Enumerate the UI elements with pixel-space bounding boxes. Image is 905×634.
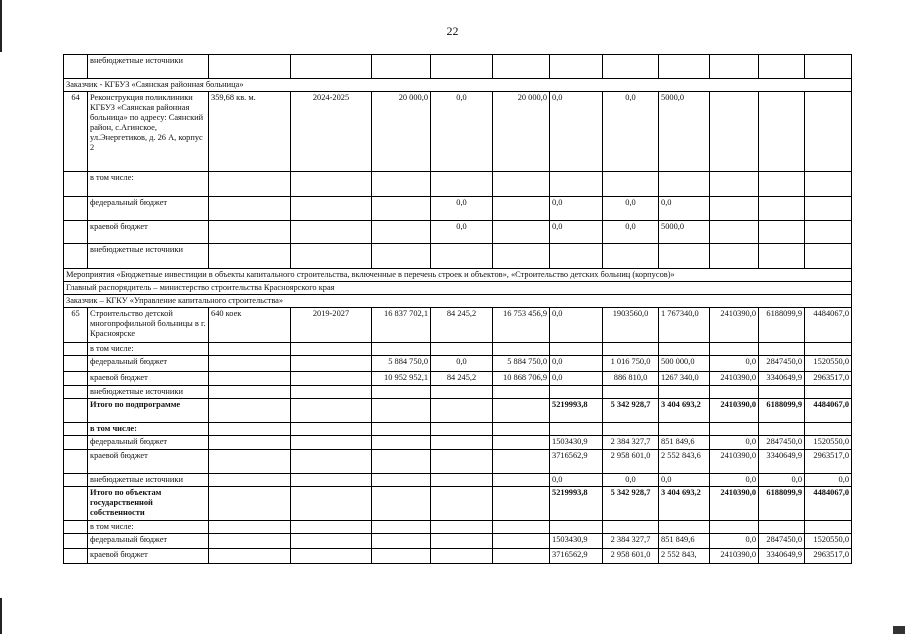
value-cell <box>291 372 372 386</box>
value-cell <box>493 521 550 534</box>
table-row <box>64 92 852 172</box>
value-cell <box>550 172 603 197</box>
item-name-cell: внебюджетные источники <box>88 244 209 269</box>
value-cell: 3716562,9 <box>550 450 603 474</box>
value-cell <box>493 436 550 450</box>
value-cell <box>659 386 710 399</box>
value-cell: 2410390,0 <box>710 549 759 564</box>
value-cell: 0,0 <box>603 197 659 221</box>
section-header-row <box>64 269 852 282</box>
value-cell <box>431 343 493 356</box>
row-number-cell <box>64 343 88 356</box>
value-cell <box>291 436 372 450</box>
value-cell: 1267 340,0 <box>659 372 710 386</box>
value-cell <box>759 172 805 197</box>
value-cell <box>805 172 852 197</box>
table-row <box>64 197 852 221</box>
table-row <box>64 399 852 423</box>
row-number-cell <box>64 244 88 269</box>
value-cell <box>493 172 550 197</box>
value-cell <box>431 521 493 534</box>
value-cell <box>805 386 852 399</box>
value-cell <box>431 55 493 79</box>
value-cell <box>431 244 493 269</box>
item-name-cell: Реконструкция поликлиники КГБУЗ «Саянская районная больница» по адресу: Саянский район, с.Агинское, ул.Энергетиков, д. 26 А, корпус 2 <box>88 92 209 172</box>
value-cell: 2 384 327,7 <box>603 534 659 549</box>
row-number-cell <box>64 197 88 221</box>
value-cell: 5219993,8 <box>550 487 603 521</box>
value-cell: 4484067,0 <box>805 399 852 423</box>
value-cell <box>550 386 603 399</box>
value-cell <box>759 386 805 399</box>
value-cell <box>603 172 659 197</box>
value-cell <box>372 55 431 79</box>
value-cell <box>372 521 431 534</box>
value-cell <box>431 534 493 549</box>
value-cell: 10 868 706,9 <box>493 372 550 386</box>
value-cell <box>759 244 805 269</box>
value-cell <box>209 244 291 269</box>
value-cell: 5 342 928,7 <box>603 399 659 423</box>
value-cell: 0,0 <box>603 92 659 172</box>
value-cell <box>209 450 291 474</box>
value-cell: 4484067,0 <box>805 308 852 343</box>
value-cell: 6188099,9 <box>759 308 805 343</box>
row-number-cell <box>64 549 88 564</box>
value-cell: 5000,0 <box>659 221 710 244</box>
section-header-cell: Мероприятия «Бюджетные инвестиции в объекты капитального строительства, включенные в перечень строек и объектов», «Строительство детских больниц (корпусов)» <box>64 269 852 282</box>
value-cell: 2963517,0 <box>805 372 852 386</box>
item-name-cell: в том числе: <box>88 172 209 197</box>
value-cell <box>805 197 852 221</box>
scan-corner-mark <box>893 626 905 634</box>
value-cell: 3 404 693,2 <box>659 487 710 521</box>
value-cell: 3716562,9 <box>550 549 603 564</box>
value-cell: 0,0 <box>710 534 759 549</box>
value-cell <box>372 244 431 269</box>
value-cell <box>209 487 291 521</box>
value-cell: 2410390,0 <box>710 450 759 474</box>
value-cell <box>291 474 372 487</box>
value-cell: 84 245,2 <box>431 308 493 343</box>
value-cell <box>372 343 431 356</box>
value-cell <box>710 386 759 399</box>
value-cell: 2410390,0 <box>710 399 759 423</box>
row-number-cell <box>64 55 88 79</box>
value-cell: 0,0 <box>550 356 603 372</box>
value-cell <box>759 343 805 356</box>
value-cell <box>759 221 805 244</box>
value-cell: 0,0 <box>550 221 603 244</box>
item-name-cell: краевой бюджет <box>88 450 209 474</box>
value-cell <box>372 399 431 423</box>
value-cell <box>291 356 372 372</box>
value-cell <box>209 534 291 549</box>
table-row <box>64 386 852 399</box>
value-cell <box>291 521 372 534</box>
value-cell <box>291 343 372 356</box>
row-number-cell <box>64 386 88 399</box>
value-cell <box>550 55 603 79</box>
value-cell <box>659 244 710 269</box>
row-number-cell <box>64 474 88 487</box>
value-cell <box>431 487 493 521</box>
value-cell <box>209 221 291 244</box>
value-cell <box>372 423 431 436</box>
value-cell <box>493 221 550 244</box>
value-cell <box>805 244 852 269</box>
value-cell <box>209 399 291 423</box>
value-cell: 3340649,9 <box>759 450 805 474</box>
value-cell <box>493 487 550 521</box>
value-cell <box>710 244 759 269</box>
value-cell <box>372 436 431 450</box>
value-cell <box>805 521 852 534</box>
item-name-cell: краевой бюджет <box>88 549 209 564</box>
value-cell <box>209 436 291 450</box>
row-number-cell: 64 <box>64 92 88 172</box>
item-name-cell: внебюджетные источники <box>88 55 209 79</box>
item-name-cell: краевой бюджет <box>88 221 209 244</box>
value-cell: 0,0 <box>550 474 603 487</box>
value-cell: 2 958 601,0 <box>603 450 659 474</box>
value-cell: 2847450,0 <box>759 356 805 372</box>
value-cell <box>209 172 291 197</box>
value-cell: 851 849,6 <box>659 436 710 450</box>
value-cell: 20 000,0 <box>493 92 550 172</box>
table-row <box>64 423 852 436</box>
value-cell <box>805 92 852 172</box>
value-cell: 0,0 <box>659 474 710 487</box>
row-number-cell <box>64 487 88 521</box>
row-number-cell <box>64 423 88 436</box>
value-cell <box>431 399 493 423</box>
value-cell: 0,0 <box>431 221 493 244</box>
value-cell <box>209 55 291 79</box>
value-cell: 851 849,6 <box>659 534 710 549</box>
value-cell: 886 810,0 <box>603 372 659 386</box>
value-cell: 5219993,8 <box>550 399 603 423</box>
table-row <box>64 172 852 197</box>
table-row <box>64 450 852 474</box>
value-cell: 5 884 750,0 <box>493 356 550 372</box>
table-row <box>64 343 852 356</box>
value-cell <box>659 423 710 436</box>
value-cell <box>372 386 431 399</box>
table-row <box>64 55 852 79</box>
value-cell: 640 коек <box>209 308 291 343</box>
value-cell <box>431 450 493 474</box>
section-header-row <box>64 282 852 295</box>
value-cell <box>291 55 372 79</box>
value-cell: 16 753 456,9 <box>493 308 550 343</box>
value-cell <box>759 423 805 436</box>
value-cell <box>710 521 759 534</box>
row-number-cell <box>64 521 88 534</box>
value-cell <box>759 92 805 172</box>
item-name-cell: Строительство детской многопрофильной больницы в г. Красноярске <box>88 308 209 343</box>
value-cell <box>209 549 291 564</box>
table-row <box>64 436 852 450</box>
value-cell: 359,68 кв. м. <box>209 92 291 172</box>
value-cell: 1520550,0 <box>805 356 852 372</box>
value-cell <box>659 343 710 356</box>
value-cell <box>291 386 372 399</box>
value-cell: 1520550,0 <box>805 436 852 450</box>
value-cell <box>550 423 603 436</box>
value-cell: 0,0 <box>759 474 805 487</box>
value-cell: 0,0 <box>805 474 852 487</box>
value-cell <box>372 474 431 487</box>
value-cell <box>603 386 659 399</box>
value-cell <box>291 534 372 549</box>
value-cell <box>659 521 710 534</box>
row-number-cell <box>64 372 88 386</box>
value-cell: 1503430,9 <box>550 534 603 549</box>
value-cell <box>603 244 659 269</box>
value-cell <box>759 521 805 534</box>
value-cell: 2410390,0 <box>710 308 759 343</box>
value-cell <box>372 534 431 549</box>
value-cell: 2963517,0 <box>805 549 852 564</box>
value-cell <box>493 534 550 549</box>
value-cell: 0,0 <box>603 474 659 487</box>
value-cell <box>493 474 550 487</box>
value-cell <box>493 197 550 221</box>
row-number-cell <box>64 450 88 474</box>
row-number-cell <box>64 221 88 244</box>
value-cell: 3340649,9 <box>759 372 805 386</box>
value-cell: 1 767340,0 <box>659 308 710 343</box>
value-cell <box>493 549 550 564</box>
value-cell: 0,0 <box>431 197 493 221</box>
item-name-cell: федеральный бюджет <box>88 197 209 221</box>
row-number-cell <box>64 436 88 450</box>
value-cell: 0,0 <box>550 372 603 386</box>
table-body <box>64 55 852 564</box>
item-name-cell: Итого по объектам государственной собственности <box>88 487 209 521</box>
value-cell <box>493 343 550 356</box>
row-number-cell: 65 <box>64 308 88 343</box>
value-cell: 2 384 327,7 <box>603 436 659 450</box>
value-cell: 2847450,0 <box>759 534 805 549</box>
value-cell: 0,0 <box>550 92 603 172</box>
value-cell: 3 404 693,2 <box>659 399 710 423</box>
value-cell: 20 000,0 <box>372 92 431 172</box>
value-cell <box>603 423 659 436</box>
value-cell <box>759 55 805 79</box>
value-cell: 1503430,9 <box>550 436 603 450</box>
table-row <box>64 487 852 521</box>
row-number-cell <box>64 534 88 549</box>
value-cell <box>659 55 710 79</box>
item-name-cell: в том числе: <box>88 423 209 436</box>
value-cell: 84 245,2 <box>431 372 493 386</box>
value-cell <box>550 343 603 356</box>
value-cell <box>710 343 759 356</box>
value-cell <box>372 197 431 221</box>
value-cell: 4484067,0 <box>805 487 852 521</box>
value-cell: 16 837 702,1 <box>372 308 431 343</box>
value-cell: 0,0 <box>550 197 603 221</box>
value-cell <box>291 197 372 221</box>
value-cell <box>372 549 431 564</box>
section-header-cell: Заказчик - КГБУЗ «Саянская районная больница» <box>64 79 852 92</box>
value-cell <box>291 423 372 436</box>
value-cell <box>209 372 291 386</box>
value-cell <box>710 55 759 79</box>
value-cell: 5000,0 <box>659 92 710 172</box>
table-row <box>64 549 852 564</box>
item-name-cell: внебюджетные источники <box>88 474 209 487</box>
table-row <box>64 308 852 343</box>
row-number-cell <box>64 399 88 423</box>
value-cell: 1903560,0 <box>603 308 659 343</box>
table-row <box>64 221 852 244</box>
value-cell <box>603 521 659 534</box>
table-row <box>64 521 852 534</box>
value-cell: 2 552 843,6 <box>659 450 710 474</box>
value-cell <box>291 244 372 269</box>
value-cell <box>209 521 291 534</box>
table-row <box>64 244 852 269</box>
value-cell <box>710 423 759 436</box>
value-cell <box>493 399 550 423</box>
section-header-cell: Главный распорядитель – министерство строительства Красноярского края <box>64 282 852 295</box>
item-name-cell: федеральный бюджет <box>88 436 209 450</box>
binder-mark-bottom <box>0 598 2 634</box>
value-cell <box>759 197 805 221</box>
value-cell <box>209 423 291 436</box>
item-name-cell: в том числе: <box>88 521 209 534</box>
value-cell: 1520550,0 <box>805 534 852 549</box>
value-cell <box>209 343 291 356</box>
value-cell: 0,0 <box>431 356 493 372</box>
value-cell <box>372 221 431 244</box>
value-cell <box>291 172 372 197</box>
section-header-row <box>64 79 852 92</box>
value-cell: 3340649,9 <box>759 549 805 564</box>
value-cell: 0,0 <box>710 356 759 372</box>
table-row <box>64 474 852 487</box>
value-cell: 2 552 843, <box>659 549 710 564</box>
value-cell: 2963517,0 <box>805 450 852 474</box>
value-cell <box>805 423 852 436</box>
item-name-cell: внебюджетные источники <box>88 386 209 399</box>
budget-table <box>63 54 852 564</box>
value-cell <box>372 487 431 521</box>
value-cell <box>805 221 852 244</box>
table-row <box>64 534 852 549</box>
table-row <box>64 372 852 386</box>
item-name-cell: краевой бюджет <box>88 372 209 386</box>
value-cell <box>493 55 550 79</box>
value-cell: 0,0 <box>550 308 603 343</box>
value-cell <box>209 386 291 399</box>
value-cell: 0,0 <box>659 197 710 221</box>
value-cell: 0,0 <box>710 474 759 487</box>
value-cell: 2847450,0 <box>759 436 805 450</box>
value-cell <box>291 487 372 521</box>
value-cell: 2410390,0 <box>710 372 759 386</box>
value-cell: 500 000,0 <box>659 356 710 372</box>
value-cell <box>805 343 852 356</box>
value-cell <box>291 450 372 474</box>
value-cell <box>372 450 431 474</box>
value-cell <box>550 521 603 534</box>
value-cell: 0,0 <box>710 436 759 450</box>
item-name-cell: федеральный бюджет <box>88 534 209 549</box>
value-cell: 1 016 750,0 <box>603 356 659 372</box>
section-header-cell: Заказчик – КГКУ «Управление капитального строительства» <box>64 295 852 308</box>
value-cell: 2019-2027 <box>291 308 372 343</box>
value-cell <box>603 343 659 356</box>
value-cell <box>209 197 291 221</box>
value-cell <box>550 244 603 269</box>
value-cell: 10 952 952,1 <box>372 372 431 386</box>
value-cell <box>493 386 550 399</box>
value-cell <box>603 55 659 79</box>
page-number: 22 <box>446 24 459 38</box>
value-cell: 5 884 750,0 <box>372 356 431 372</box>
value-cell <box>493 244 550 269</box>
item-name-cell: в том числе: <box>88 343 209 356</box>
value-cell: 5 342 928,7 <box>603 487 659 521</box>
value-cell <box>659 172 710 197</box>
value-cell <box>805 55 852 79</box>
value-cell <box>431 386 493 399</box>
value-cell <box>431 423 493 436</box>
value-cell <box>493 450 550 474</box>
value-cell <box>710 172 759 197</box>
row-number-cell <box>64 356 88 372</box>
value-cell: 6188099,9 <box>759 399 805 423</box>
value-cell: 2024-2025 <box>291 92 372 172</box>
value-cell <box>710 197 759 221</box>
value-cell <box>291 221 372 244</box>
value-cell: 2410390,0 <box>710 487 759 521</box>
value-cell: 0,0 <box>431 92 493 172</box>
value-cell <box>291 549 372 564</box>
value-cell: 0,0 <box>603 221 659 244</box>
section-header-row <box>64 295 852 308</box>
value-cell <box>710 92 759 172</box>
row-number-cell <box>64 172 88 197</box>
value-cell <box>209 474 291 487</box>
table-row <box>64 356 852 372</box>
value-cell <box>710 221 759 244</box>
value-cell <box>209 356 291 372</box>
value-cell <box>431 549 493 564</box>
value-cell <box>372 172 431 197</box>
value-cell <box>291 399 372 423</box>
value-cell: 6188099,9 <box>759 487 805 521</box>
value-cell: 2 958 601,0 <box>603 549 659 564</box>
item-name-cell: Итого по подпрограмме <box>88 399 209 423</box>
value-cell <box>431 436 493 450</box>
value-cell <box>493 423 550 436</box>
value-cell <box>431 474 493 487</box>
value-cell <box>431 172 493 197</box>
item-name-cell: федеральный бюджет <box>88 356 209 372</box>
